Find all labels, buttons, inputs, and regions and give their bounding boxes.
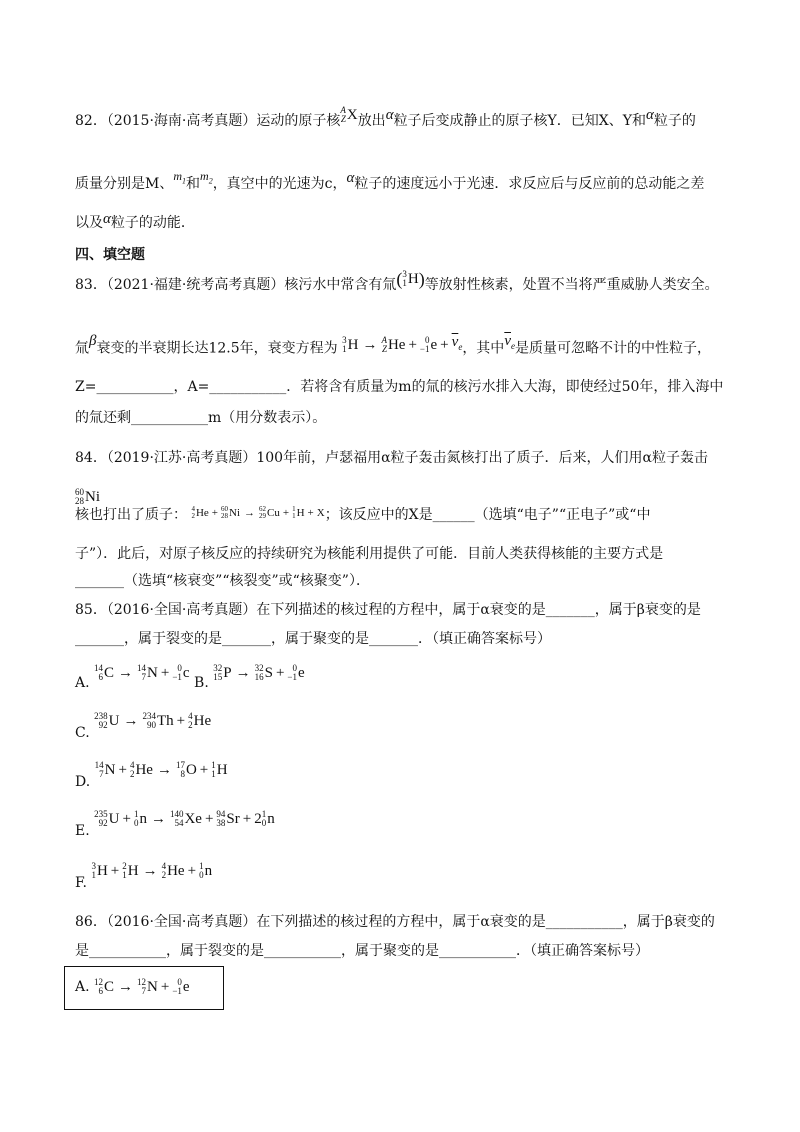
q86-option-A: A. 12 6 C → 12 7 N + 0 −1 e: [75, 977, 190, 996]
q83-line1: 83．（2021·福建·统考高考真题）核污水中常含有氚 ( 3 1 H ) 等放射性核素，处置不当将严重威胁人类安全。: [75, 269, 719, 293]
option-C: C. 238 92 U → 234 90 Th + 4 2 He: [75, 711, 212, 741]
mass-m1: $m_1$: [173, 169, 187, 186]
q83-equation: 3 1 H → A Z He + 0 −1 e + $\overline{\nu}_e$: [342, 334, 463, 354]
mass-m2: $m_2$: [200, 169, 213, 186]
q83-line2: 氚β衰变的半衰期长达12.5年，衰变方程为 3 1 H → A Z He + 0 −1 e + $\overline{\nu}_e$ ，其中$\overline{\nu}_e$是质量可忽略不计的中性粒子，: [75, 332, 711, 357]
nuclide-X: A Z X: [340, 105, 358, 124]
q82-line3: 以及α粒子的动能．: [75, 211, 195, 231]
option-A-equation: 14 6 C → 14 7 N + 0 −1 c: [94, 663, 190, 682]
q86-option-A-equation: 12 6 C → 12 7 N + 0 −1 e: [94, 977, 190, 996]
q84-ni-nuclide: 60 28 Ni: [75, 487, 100, 506]
tritium-nuclide: ( 3 1 H ): [396, 269, 425, 289]
q85-line2: _______，属于裂变的是_______，属于聚变的是_______．（填正确答案标号）: [75, 631, 551, 647]
option-A-B: A. 14 6 C → 14 7 N + 0 −1 c B. 32 15 P → 32 16 S + 0 −1 e: [75, 663, 305, 691]
option-C-equation: 238 92 U → 234 90 Th + 4 2 He: [94, 711, 212, 730]
q86-line1: 86．（2016·全国·高考真题）在下列描述的核过程的方程中，属于α衰变的是___________，属于β衰变的: [75, 914, 715, 930]
q84-equation: 4 2 He + 60 28 Ni → 62 29 Cu + 1 1 H + X: [191, 505, 325, 520]
option-B-equation: 32 15 P → 32 16 S + 0 −1 e: [213, 663, 305, 682]
option-E-equation: 235 92 U + 1 0 n → 140 54 Xe + 94 38 Sr + 2 1 0 n: [94, 809, 275, 828]
option-F: F. 3 1 H + 2 1 H → 4 2 He + 1 0 n: [75, 861, 213, 891]
q84-line1: 84．（2019·江苏·高考真题）100年前，卢瑟福用α粒子轰击氮核打出了质子．后来，人们用α粒子轰击: [75, 450, 708, 466]
q84-line3: 子”）．此后，对原子核反应的持续研究为核能利用提供了可能．目前人类获得核能的主要方式是: [75, 546, 664, 562]
nu-symbol: $\overline{\nu}_e$: [504, 332, 515, 351]
q83-line3: Z=___________，A=___________．若将含有质量为m的氚的核污水排入大海，即使经过50年，排入海中: [75, 379, 724, 395]
option-D-equation: 14 7 N + 4 2 He → 17 8 O + 1 1 H: [94, 760, 228, 779]
section-title: 四、填空题: [75, 247, 145, 263]
option-E: E. 235 92 U + 1 0 n → 140 54 Xe + 94 38 Sr + 2 1 0 n: [75, 809, 275, 839]
q82-line2: 质量分别是M、$m_1$和$m_2$，真空中的光速为c，α粒子的速度远小于光速．求反应后与反应前的总动能之差: [75, 169, 705, 192]
q86-line2: 是___________，属于裂变的是___________，属于聚变的是___________．（填正确答案标号）: [75, 943, 649, 959]
option-F-equation: 3 1 H + 2 1 H → 4 2 He + 1 0 n: [91, 861, 213, 880]
option-D: D. 14 7 N + 4 2 He → 17 8 O + 1 1 H: [75, 760, 228, 790]
q84-line4: _______（选填“核衰变”“核裂变”或“核聚变”）．: [75, 573, 370, 589]
q83-line4: 的氚还剩___________m（用分数表示）。: [75, 410, 327, 426]
q84-line2: 核也打出了质子： 4 2 He + 60 28 Ni → 62 29 Cu + 1 1 H + X ；该反应中的X是______（选填“电子”“正电子”或“中: [75, 505, 651, 523]
q85-line1: 85．（2016·全国·高考真题）在下列描述的核过程的方程中，属于α衰变的是_______，属于β衰变的是: [75, 602, 701, 618]
q82-line1: 82．（2015·海南·高考真题）运动的原子核 A Z X 放出α粒子后变成静止的原子核Y．已知X、Y和α粒子的: [75, 105, 696, 129]
